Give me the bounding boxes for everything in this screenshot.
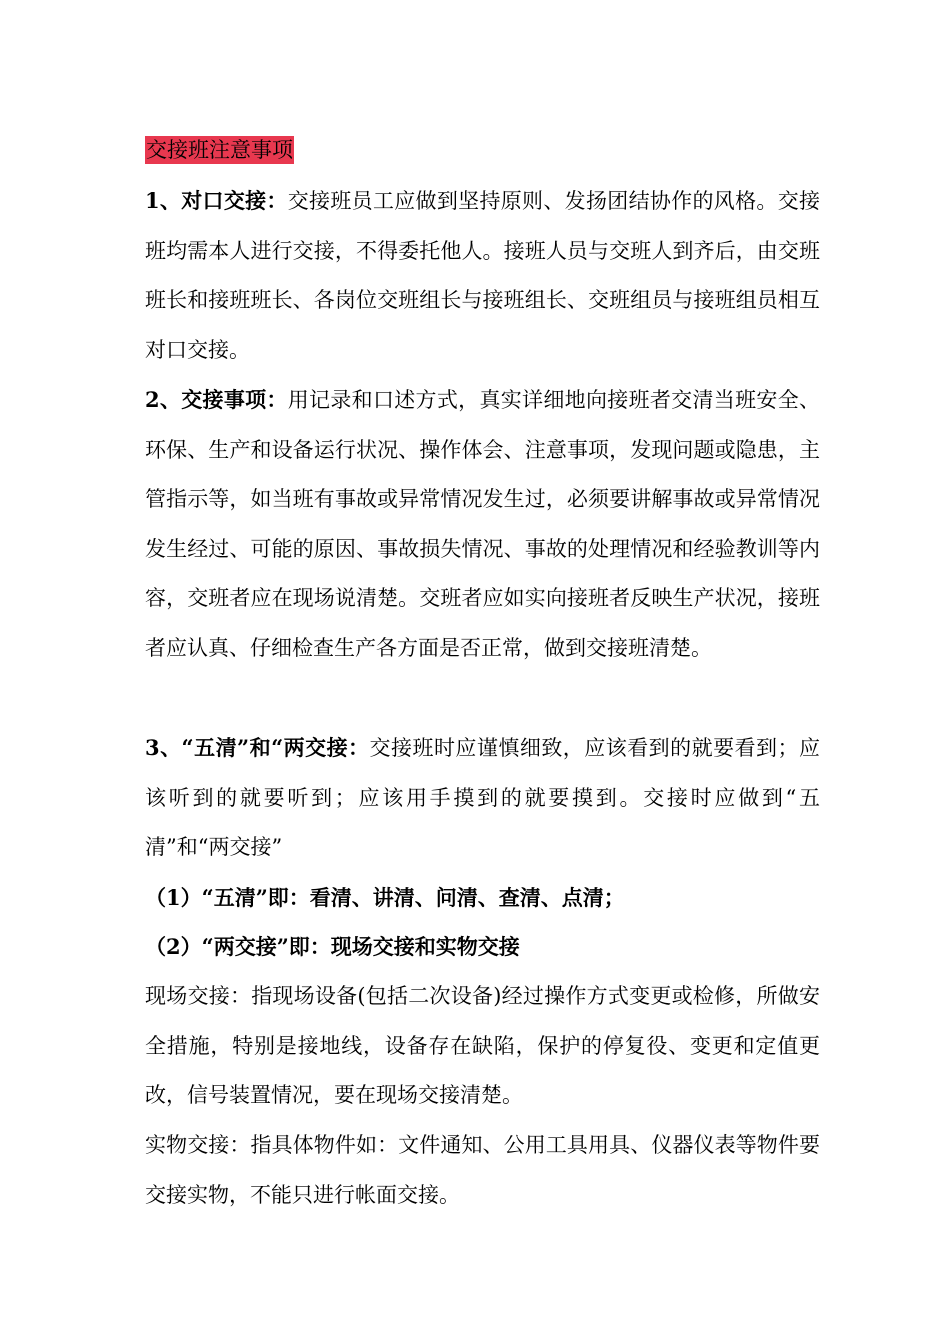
section-3-label: 3、“五清”和“两交接： [145,735,370,760]
physical-handover-paragraph: 实物交接：指具体物件如：文件通知、公用工具用具、仪器仪表等物件要交接实物，不能只进行帐面交接。 [145,1133,820,1207]
document-title: 交接班注意事项 [146,138,293,162]
section-1-paragraph [145,176,820,375]
section-3-paragraph [145,723,820,873]
section-2-label: 2、交接事项： [145,387,288,412]
section-2-text: 用记录和口述方式，真实详细地向接班者交清当班安全、环保、生产和设备运行状况、操作体会、注意事项，发现问题或隐患，主管指示等，如当班有事故或异常情况发生过，必须要讲解事故或异常情况发生经过、可能的原因、事故损失情况、事故的处理情况和经验教训等内容，交班者应在现场说清楚。交班者应如实向接班者反映生产状况，接班者应认真、仔细检查生产各方面是否正常，做到交接班清楚。 [145,388,820,660]
section-1-label: 1、对口交接： [145,188,288,213]
section-2-paragraph [145,375,820,673]
section-3-text: 交接班时应谨慎细致，应该看到的就要看到；应该听到的就要听到；应该用手摸到的就要摸到。交接时应做到“五清”和“两交接” [145,736,820,859]
onsite-handover-paragraph: 现场交接：指现场设备(包括二次设备)经过操作方式变更或检修，所做安全措施，特别是接地线，设备存在缺陷，保护的停复役、变更和定值更改，信号装置情况，要在现场交接清楚。 [145,984,820,1107]
two-handovers-item: （2）“两交接”即：现场交接和实物交接 [145,934,520,959]
five-clears-item: （1）“五清”即：看清、讲清、问清、查清、点清； [145,885,625,910]
section-1-text: 交接班员工应做到坚持原则、发扬团结协作的风格。交接班均需本人进行交接，不得委托他人。接班人员与交班人到齐后，由交班班长和接班班长、各岗位交班组长与接班组长、交班组员与接班组员相互对口交接。 [145,189,820,362]
